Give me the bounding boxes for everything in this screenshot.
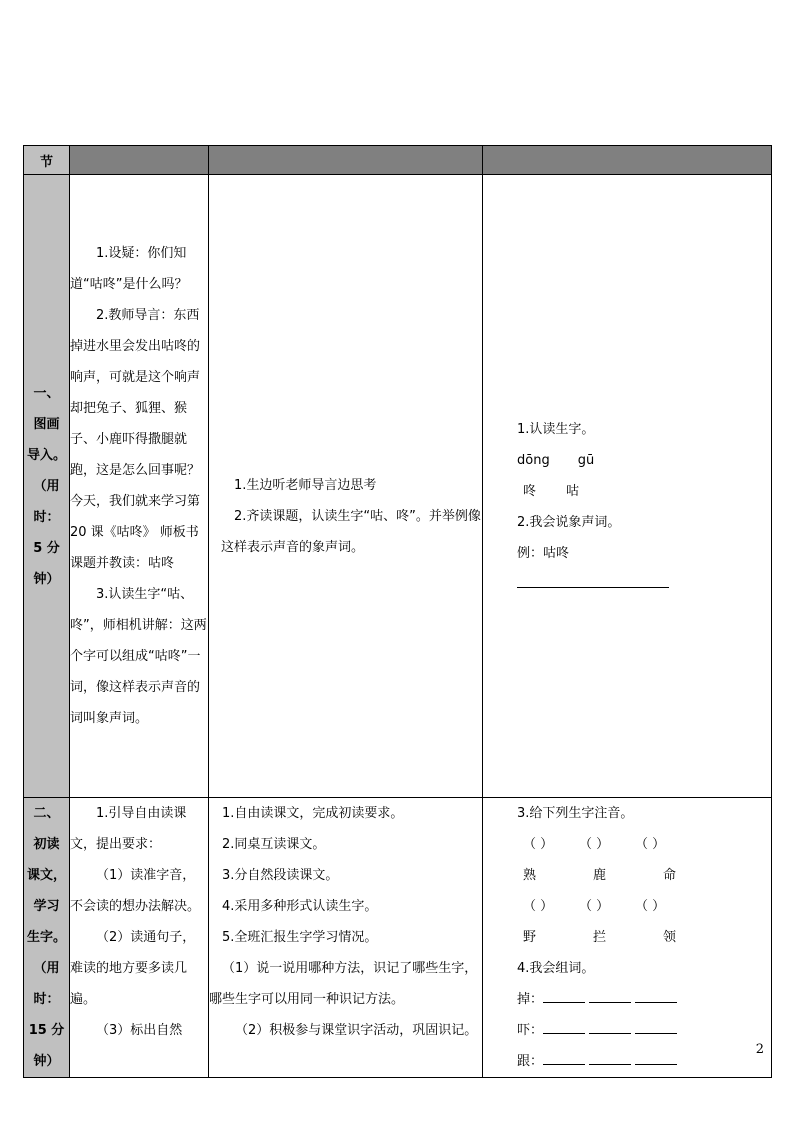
header-row (24, 146, 772, 175)
stage-line: 5 分 (33, 540, 60, 556)
stage-line: 钟） (33, 571, 60, 587)
stage-line: 一、 (33, 385, 60, 401)
paren: （ ） (635, 837, 666, 852)
stage-line: 图画 (33, 416, 60, 432)
student-paragraph: （2）积极参与课堂识字活动，巩固识记。 (235, 1023, 478, 1038)
practice-cell (483, 175, 772, 798)
table-row (24, 798, 772, 1078)
teacher-paragraph: （1）读准字音，不会读的想办法解决。 (70, 868, 201, 914)
character: 野 (523, 930, 537, 945)
practice-line: 例：咕咚 (517, 546, 570, 561)
student-paragraph: （1）说一说用哪种方法，识记了哪些生字，哪些生字可以用同一种识记方法。 (209, 961, 478, 1007)
stage-cell (24, 175, 70, 798)
stage-line: （用 (33, 478, 60, 494)
word-blank-line (517, 1015, 771, 1046)
word-prompt: 掉： (517, 992, 544, 1007)
pinyin-row (517, 445, 771, 476)
lesson-plan-table (23, 145, 772, 1078)
stage-line: 学习 (33, 899, 60, 914)
student-paragraph: 4.采用多种形式认读生字。 (222, 899, 378, 914)
student-paragraph: 5.全班汇报生字学习情况。 (222, 930, 378, 945)
character-row (517, 922, 771, 953)
paren-row (517, 829, 771, 860)
teacher-paragraph: 2.教师导言：东西掉进水里会发出咕咚的响声，可就是这个响声却把兔子、狐狸、猴子、小鹿吓得撒腿就跑，这是怎么回事呢？今天，我们就来学习第 20 课《咕咚》 师板书课题并教读：咕咚 (70, 308, 201, 571)
stage-line: 课文， (26, 868, 66, 883)
stage-line: 初读 (33, 837, 60, 852)
character: 咚 (523, 484, 537, 499)
stage-line: 二、 (33, 806, 60, 821)
paren: （ ） (523, 899, 554, 914)
teacher-paragraph: 1.设疑：你们知道“咕咚”是什么吗？ (70, 246, 188, 292)
pinyin: gū (577, 453, 595, 468)
word-prompt: 吓： (517, 1023, 544, 1038)
student-paragraph: 2.同桌互读课文。 (222, 837, 326, 852)
answer-blank (517, 569, 771, 600)
stage-line: 导入。 (26, 447, 66, 463)
stage-line: 时： (33, 992, 60, 1007)
word-prompt: 跟： (517, 1054, 544, 1069)
teacher-paragraph: （3）标出自然 (96, 1023, 183, 1038)
student-paragraph: 1.自由读课文，完成初读要求。 (222, 806, 404, 821)
word-blank-line (517, 1046, 771, 1077)
student-activity-cell (209, 175, 483, 798)
teacher-activity-cell (70, 798, 209, 1078)
header-cell-student (209, 146, 483, 175)
stage-line: 15 分 (28, 1023, 65, 1038)
student-activity-cell (209, 798, 483, 1078)
teacher-paragraph: 3.认读生字“咕、咚”，师相机讲解：这两个字可以组成“咕咚”一词，像这样表示声音的词叫象声词。 (70, 587, 207, 726)
pinyin: dōng (517, 453, 550, 468)
paren-row (517, 891, 771, 922)
character: 拦 (593, 930, 607, 945)
character: 咕 (566, 484, 580, 499)
paren: （ ） (635, 899, 666, 914)
word-blank-line (517, 984, 771, 1015)
practice-line: 3.给下列生字注音。 (517, 806, 634, 821)
stage-line: （用 (33, 961, 60, 976)
paren: （ ） (523, 837, 554, 852)
student-paragraph: 1.生边听老师导言边思考 (234, 477, 377, 493)
stage-cell (24, 798, 70, 1078)
teacher-activity-cell (70, 175, 209, 798)
page-number: 2 (755, 1042, 764, 1057)
character-row (517, 860, 771, 891)
practice-line: 1.认读生字。 (517, 422, 595, 437)
table-row (24, 175, 772, 798)
paren: （ ） (579, 899, 610, 914)
header-cell-teacher (70, 146, 209, 175)
practice-cell (483, 798, 772, 1078)
header-cell-stage: 节 (24, 146, 70, 175)
character-row (517, 476, 771, 507)
character: 命 (663, 868, 677, 883)
practice-line: 4.我会组词。 (517, 961, 595, 976)
stage-line: 生字。 (26, 930, 66, 945)
practice-line: 2.我会说象声词。 (517, 515, 621, 530)
teacher-paragraph: 1.引导自由读课文，提出要求： (70, 806, 187, 852)
teacher-paragraph: （2）读通句子，难读的地方要多读几遍。 (70, 930, 196, 1007)
character: 鹿 (593, 868, 607, 883)
character: 领 (663, 930, 677, 945)
stage-line: 钟） (33, 1054, 60, 1069)
stage-line: 时： (33, 509, 60, 525)
character: 熟 (523, 868, 537, 883)
student-paragraph: 2.齐读课题，认读生字“咕、咚”。并举例像这样表示声音的象声词。 (221, 508, 481, 555)
header-cell-practice (483, 146, 772, 175)
paren: （ ） (579, 837, 610, 852)
student-paragraph: 3.分自然段读课文。 (222, 868, 339, 883)
